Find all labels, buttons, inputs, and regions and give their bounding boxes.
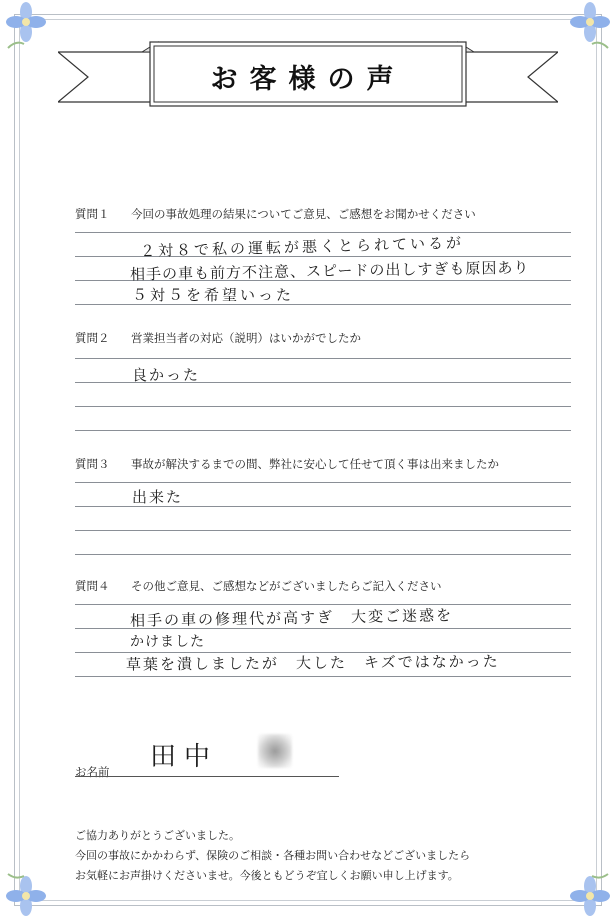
question-3-text: 事故が解決するまでの間、弊社に安心して任せて頂く事は出来ましたか [131,457,499,471]
question-3-heading [75,456,499,472]
answer-4-line-1: 相手の車の修理代が高すぎ 大変ご迷惑を [129,606,454,630]
flower-corner-top-right-icon [560,0,616,56]
question-1-heading [75,206,476,222]
answer-rule [75,406,571,407]
question-4-heading [75,578,442,594]
answer-rule [75,232,571,233]
question-2-label: 質問２ [75,331,110,345]
footer-line-1: ご協力ありがとうございました。 [75,829,240,842]
answer-rule [75,604,571,605]
customer-name: 田中 [150,742,219,772]
footer-line-2: 今回の事故にかかわらず、保険のご相談・各種お問い合わせなどございましたら [75,849,471,862]
name-underline [75,776,339,777]
question-1-label: 質問１ [75,207,110,221]
redacted-name-blur [258,734,292,768]
answer-3-line-1: 出来た [132,488,184,506]
answer-rule [75,358,571,359]
flower-corner-top-left-icon [0,0,56,56]
name-label: お名前 [75,765,110,779]
flower-corner-bottom-left-icon [0,864,56,920]
answer-1-line-3: ５対５を希望いった [132,286,295,304]
footer-message [75,826,470,886]
answer-rule [75,530,571,531]
answer-rule [75,482,571,483]
answer-rule [75,676,571,677]
flower-corner-bottom-right-icon [560,864,616,920]
answer-4-line-2: かけました [130,634,205,650]
question-4-label: 質問４ [75,579,110,593]
answer-4-line-3: 草葉を潰しましたが 大した キズではなかった [125,652,500,674]
question-2-heading [75,330,361,346]
answer-rule [75,554,571,555]
answer-rule [75,430,571,431]
question-1-text: 今回の事故処理の結果についてご意見、ご感想をお聞かせください [131,207,476,221]
footer-line-3: お気軽にお声掛けくださいませ。今後ともどうぞ宜しくお願い申し上げます。 [75,869,459,882]
answer-2-line-1: 良かった [132,366,201,384]
question-2-text: 営業担当者の対応（説明）はいかがでしたか [131,331,361,345]
question-3-label: 質問３ [75,457,110,471]
page-title: お客様の声 [210,63,406,95]
answer-1-line-2: 相手の車も前方不注意、スピードの出しすぎも原因あり [129,258,530,284]
question-4-text: その他ご意見、ご感想などがございましたらご記入ください [131,579,442,593]
answer-1-line-1: ２対８で私の運転が悪くとられているが [139,233,465,261]
